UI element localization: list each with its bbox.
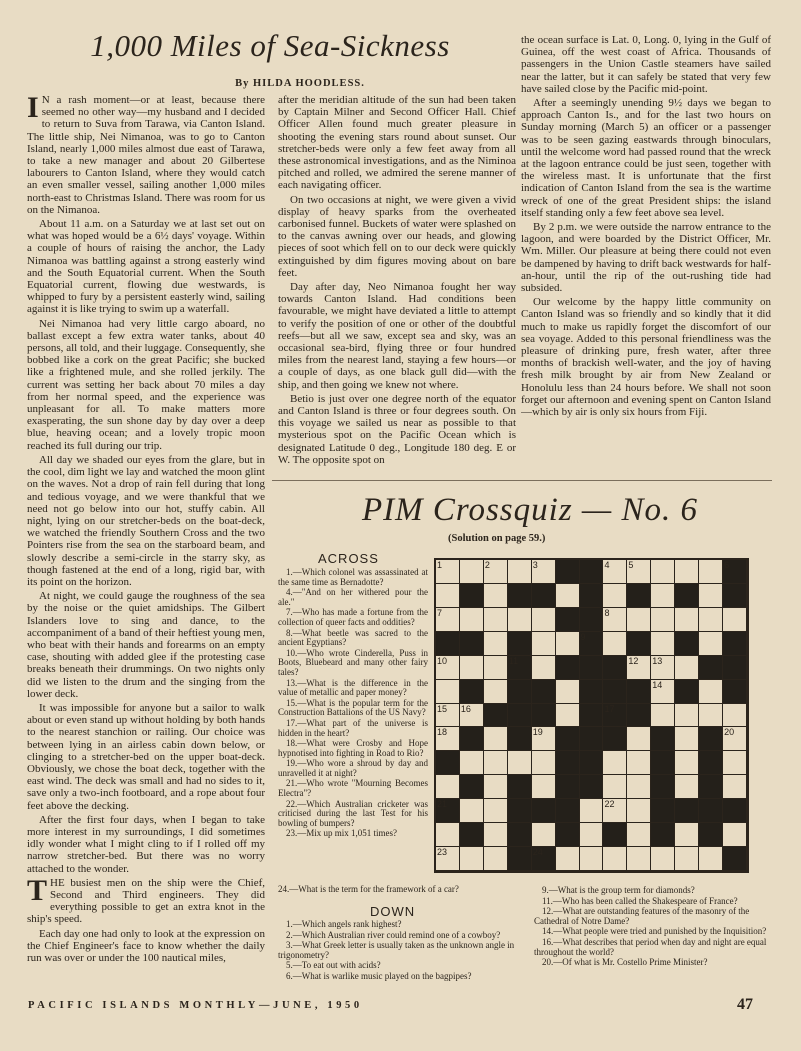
paragraph: Day after day, Neo Nimanoa fought her way towards Canton Island. Had conditions been favourable, we might have deviated a little to attempt to verify the position of one or other of the doubtful reefs—but all we saw, except sea and sky, was an occasional sea-bird, flying three or four hundred miles from the nearest land, staying a few hours—or a couple of days, as one black gull did—with the ship, and then going we knew not where. (278, 281, 516, 391)
grid-cell-black (699, 799, 723, 823)
grid-cell-black (699, 727, 723, 751)
grid-cell-black (556, 823, 580, 847)
grid-cell-black (580, 680, 604, 704)
grid-cell-black (580, 727, 604, 751)
grid-cell (627, 727, 651, 751)
grid-cell (675, 847, 699, 871)
cell-number: 16 (460, 703, 471, 714)
grid-cell-black (651, 751, 675, 775)
grid-cell (675, 608, 699, 632)
grid-cell-black (508, 799, 532, 823)
grid-cell (484, 680, 508, 704)
grid-cell (627, 847, 651, 871)
grid-cell (436, 823, 460, 847)
grid-cell (532, 608, 556, 632)
clue: 21.—Who wrote "Mourning Becomes Electra"? (278, 778, 428, 799)
grid-cell (651, 847, 675, 871)
grid-cell (532, 727, 556, 751)
grid-cell (651, 632, 675, 656)
grid-cell (436, 584, 460, 608)
clue: 18.—What were Crosby and Hope hypnotised into fighting in Road to Rio? (278, 738, 428, 758)
cell-number: 12 (628, 655, 639, 666)
grid-cell (651, 656, 675, 680)
grid-cell-black (627, 584, 651, 608)
grid-cell-black (580, 560, 604, 584)
grid-cell-black (675, 632, 699, 656)
grid-cell (460, 751, 484, 775)
grid-cell (436, 656, 460, 680)
grid-cell-black (675, 584, 699, 608)
grid-cell-black (532, 847, 556, 871)
grid-cell-black (699, 656, 723, 680)
grid-cell (460, 847, 484, 871)
cell-number: 24 (532, 847, 543, 858)
grid-cell (460, 560, 484, 584)
grid-cell (484, 823, 508, 847)
grid-cell-black (723, 680, 747, 704)
grid-cell (627, 823, 651, 847)
grid-cell (651, 560, 675, 584)
grid-cell-black (580, 584, 604, 608)
grid-cell-black (460, 584, 484, 608)
grid-cell-black (699, 775, 723, 799)
grid-cell-black (556, 751, 580, 775)
grid-cell (699, 632, 723, 656)
grid-cell (460, 608, 484, 632)
grid-cell (580, 799, 604, 823)
grid-cell-black (603, 680, 627, 704)
cell-number: 20 (724, 727, 735, 738)
cell-number: 22 (604, 799, 615, 810)
article-title: 1,000 Miles of Sea-Sickness (90, 28, 450, 63)
grid-cell (436, 775, 460, 799)
grid-cell (532, 656, 556, 680)
grid-cell (627, 775, 651, 799)
grid-cell (627, 656, 651, 680)
grid-cell (723, 775, 747, 799)
grid-cell (603, 847, 627, 871)
clue: 20.—Of what is Mr. Costello Prime Minister? (542, 957, 708, 968)
grid-cell (675, 656, 699, 680)
grid-cell-black (580, 704, 604, 728)
grid-cell (484, 560, 508, 584)
grid-cell (508, 608, 532, 632)
down-heading: DOWN (370, 904, 416, 919)
clue: 3.—What Greek letter is usually taken as the unknown angle in trigonometry? (278, 940, 515, 960)
paragraph: After the first four days, when I began to take more interest in my surroundings, I did sometimes idly wonder what I might cling to if I rolled off my narrow stretcher-bed. But there was no worry attached to the wonder. (27, 813, 265, 875)
grid-cell (532, 751, 556, 775)
paragraph: By 2 p.m. we were outside the narrow entrance to the lagoon, and were boarded by the District Officer, Mr. Wm. Miller. Our pleasure at being there could not even be dampened by having to drift back westwards for half-an-hour, until the rip of the out-rushing tide had subsided. (521, 221, 771, 295)
clue: 14.—What people were tried and punished by the Inquisition? (542, 926, 767, 937)
grid-cell-black (627, 680, 651, 704)
grid-cell (627, 608, 651, 632)
across-clues (278, 568, 428, 893)
grid-cell (556, 704, 580, 728)
paragraph: Each day one had only to look at the expression on the Chief Engineer's face to know whether the daily run was over or under the 100 nautical miles, (27, 927, 265, 965)
grid-cell-black (556, 799, 580, 823)
grid-cell-black (699, 823, 723, 847)
grid-cell (675, 727, 699, 751)
clue: 4.—"And on her withered pour the ale." (278, 587, 428, 607)
paragraph: Our welcome by the happy little community on Canton Island was so friendly and so kindly that it did much to make us rapidly forget the discomfort of our sea voyage. Added to this personal friendliness was the pleasure of drinking pure, fresh water, after three months of brackish well-water, and the joy of having fresh milk brought by air from New Zealand or Honolulu less than 24 hours before. We shall not soon forget our afternoon and evening spent on Canton Island—which by air is only six hours from Fiji. (521, 296, 771, 419)
grid-cell (484, 584, 508, 608)
grid-cell-black (723, 656, 747, 680)
grid-cell (436, 727, 460, 751)
grid-cell (532, 560, 556, 584)
grid-cell (484, 656, 508, 680)
grid-cell-black (508, 632, 532, 656)
paragraph: after the meridian altitude of the sun had been taken by Captain Milner and Second Officer Hall. Chief Officer Allen found much greater pleasure in shooting the evening stars round about sunset. Our stretcher-beds were only a few feet away from all these astronomical investigations, and as the Niminoa pitched and rolled, we admired the serene manner of each navigating officer. (278, 94, 516, 192)
clue: 1.—Which angels rank highest? (286, 920, 402, 929)
grid-cell (675, 704, 699, 728)
grid-cell (556, 847, 580, 871)
cell-number: 3 (532, 560, 538, 570)
article-column-3 (521, 34, 771, 472)
quiz-subtitle: (Solution on page 59.) (448, 533, 546, 544)
grid-cell-black (699, 751, 723, 775)
cell-number: 1 (437, 560, 443, 570)
grid-cell (603, 632, 627, 656)
grid-cell (699, 584, 723, 608)
grid-cell (651, 584, 675, 608)
grid-cell-black (651, 775, 675, 799)
clue: 9.—What is the group term for diamonds? (542, 886, 695, 895)
grid-cell-black (436, 751, 460, 775)
grid-cell (436, 847, 460, 871)
across-heading: ACROSS (318, 551, 379, 566)
grid-cell-black (508, 727, 532, 751)
grid-cell (603, 608, 627, 632)
clue: 11.—Who has been called the Shakespeare of France? (542, 895, 738, 906)
grid-cell (651, 680, 675, 704)
grid-cell-black (508, 823, 532, 847)
grid-cell-black (723, 847, 747, 871)
grid-cell-black (675, 680, 699, 704)
grid-cell-black (603, 823, 627, 847)
grid-cell (723, 751, 747, 775)
grid-cell (508, 560, 532, 584)
grid-cell-black (460, 632, 484, 656)
grid-cell-black (436, 632, 460, 656)
grid-cell-black (436, 799, 460, 823)
grid-cell (627, 560, 651, 584)
quiz-title: PIM Crossquiz — No. 6 (361, 492, 699, 528)
grid-cell-black (556, 775, 580, 799)
grid-cell (627, 751, 651, 775)
grid-cell (580, 823, 604, 847)
grid-cell-black (532, 799, 556, 823)
grid-cell-black (651, 799, 675, 823)
cell-number: 14 (652, 679, 663, 690)
grid-cell (675, 560, 699, 584)
grid-cell (532, 632, 556, 656)
clue: 24.—What is the term for the framework of a car? (278, 884, 459, 894)
grid-cell (699, 560, 723, 584)
article-column-2 (278, 94, 516, 472)
paragraph: THE busiest men on the ship were the Chief, Second and Third engineers. They did everything possible to get an extra knot in the ship's speed. (27, 873, 265, 926)
clue: 23.—Mix up mix 1,051 times? (286, 828, 397, 839)
grid-cell-black (651, 727, 675, 751)
cell-number: 9 (580, 631, 586, 642)
grid-cell-black (508, 847, 532, 871)
page-number: 47 (737, 996, 753, 1013)
crossword-grid (434, 558, 749, 873)
grid-cell-black (627, 632, 651, 656)
clue: 7.—Who has made a fortune from the collection of queer facts and oddities? (278, 607, 428, 627)
grid-cell (699, 847, 723, 871)
grid-cell-black (723, 584, 747, 608)
grid-cell (556, 680, 580, 704)
grid-cell-black (580, 751, 604, 775)
grid-cell-black (460, 823, 484, 847)
grid-cell-black (460, 775, 484, 799)
clue: 17.—What part of the universe is hidden in the heart? (278, 717, 428, 738)
clue: 16.—What describes that period when day and night are equal throughout the world? (534, 936, 767, 957)
cell-number: 7 (437, 607, 443, 618)
cell-number: 23 (437, 847, 448, 858)
grid-cell (484, 727, 508, 751)
grid-cell (675, 751, 699, 775)
grid-cell (603, 751, 627, 775)
grid-cell (460, 704, 484, 728)
grid-cell (436, 560, 460, 584)
byline: By HILDA HOODLESS. (235, 78, 365, 89)
grid-cell (603, 560, 627, 584)
grid-cell-black (580, 632, 604, 656)
grid-cell (603, 799, 627, 823)
grid-cell (603, 775, 627, 799)
drop-cap: I (27, 94, 39, 124)
clue: 13.—What is the difference in the value of metallic and paper money? (278, 677, 428, 698)
grid-cell-black (580, 608, 604, 632)
grid-cell (484, 847, 508, 871)
drop-cap: T (27, 873, 48, 907)
grid-cell-black (508, 775, 532, 799)
grid-cell (532, 823, 556, 847)
paragraph: I N a rash moment—or at least, because there seemed no other way—my husband and I decided to return to Suva from Tarawa, via Canton Island. The little ship, Nei Nimanoa, was to go to Canton Island, nearly 1,000 miles almost due east of Tarawa, to take a new manager and about 20 Gilbertese labourers to Canton Island, where they would catch an even smaller vessel, sailing another 1,000 miles north-east to Christmas Island. There was room for us on the Nimanoa. (27, 94, 265, 216)
grid-cell-black (460, 727, 484, 751)
article-column-1 (27, 94, 265, 986)
paragraph: On two occasions at night, we were given a vivid display of heavy sparks from the overheated carbonised funnel. Buckets of water were splashed on to the canvas awning over our heads, and glowing pieces of soot which fell on to our deck were quickly extinguished by dim figures moving about on bare feet. (278, 193, 516, 279)
grid-cell (675, 823, 699, 847)
cell-number: 10 (437, 655, 448, 666)
paragraph: Betio is just over one degree north of the equator and Canton Island is three or four degrees south. On this voyage we sailed us near as possible to that mysterious spot on the Pacific Ocean which is designated Latitude 0 deg., Longitude 180 deg. E or W. The opposite spot on (278, 392, 516, 466)
cell-number: 18 (437, 727, 448, 738)
grid-cell-black (603, 727, 627, 751)
paragraph: the ocean surface is Lat. 0, Long. 0, lying in the Gulf of Guinea, off the west coast of Africa. Thousands of passengers in the Union Castle steamers have sailed near the latter, but it can safely be stated that very few have sailed close by the Pacific mid-point. (521, 34, 771, 95)
paragraph: About 11 a.m. on a Saturday we at last set out on what was hoped would be a 6½ days' voyage. Within a couple of hours of raising the anchor, the Lady Nimanoa was battling against a strong easterly wind and the South Equatorial current. When the South Equatorial current, flowing due westwards, is whipped to fury by a persistent easterly wind, sailing against it is like trying to swim up a waterfall. (27, 218, 265, 316)
grid-cell-black (723, 560, 747, 584)
cell-number: 19 (532, 727, 543, 738)
grid-cell (699, 608, 723, 632)
paragraph: Nei Nimanoa had very little cargo aboard, no ballast except a few extra water tanks, about 40 persons, all told, and their luggage. Consequently, she bobbed like a cork on the great Pacific; she bucked like a frightened mule, and she rolled jerkily. The current was setting her back about 70 miles a day from her normal speed, and the experience was unpleasant for all. To make matters more exasperating, the sun shone day by day over a deep blue, heaving ocean; and a lovely tropic moon reached its full during our trip. (27, 317, 265, 452)
grid-cell (556, 632, 580, 656)
clue: 12.—What are outstanding features of the masonry of the Cathedral of Notre Dame? (534, 906, 750, 926)
grid-cell-black (675, 799, 699, 823)
grid-cell (699, 704, 723, 728)
grid-cell-black (532, 584, 556, 608)
cell-number: 6 (724, 560, 730, 570)
clue: 5.—To eat out with acids? (286, 960, 381, 971)
grid-cell-black (580, 775, 604, 799)
grid-cell (675, 775, 699, 799)
grid-cell-black (627, 704, 651, 728)
grid-cell-black (460, 680, 484, 704)
grid-cell (627, 799, 651, 823)
cell-number: 8 (604, 607, 610, 618)
clue: 1.—Which colonel was assassinated at the same time as Bernadotte? (278, 568, 428, 587)
grid-cell-black (508, 704, 532, 728)
grid-cell-black (556, 560, 580, 584)
down-clues-continued (534, 886, 774, 992)
cell-number: 11 (508, 655, 519, 666)
cell-number: 2 (484, 560, 490, 570)
clue: 10.—Who wrote Cinderella, Puss in Boots, Bluebeard and many other fairy tales? (278, 647, 428, 677)
paragraph: After a seemingly unending 9½ days we began to approach Canton Is., and for the last two hours on Sunday morning (March 5) an officer or a passenger was to be seen gazing eastwards through binoculars, until the welcome word had passed round that the wreck at the lagoon entrance could be just seen, together with the wireless mast. It is unfortunate that the first indication of Canton Island from the sea is the wartime wreck of one of the great President ships: the island itself standing only a few feet above sea level. (521, 97, 771, 219)
grid-cell (651, 608, 675, 632)
grid-cell-black (484, 704, 508, 728)
grid-cell (484, 632, 508, 656)
grid-cell-black (723, 632, 747, 656)
paragraph: It was impossible for anyone but a sailor to walk about or even stand up without holding by both hands to the nearest stanchion or railing. Our choice was between lying in an airless cabin down below, or clinging to a stretcher-bed on the upper boat-deck. Obviously, we chose the boat deck, together with the east wind. The deck was small and had no sides to it, save only a two-inch footboard, and a rope about four feet above the decking. (27, 701, 265, 812)
grid-cell (484, 751, 508, 775)
grid-cell (436, 704, 460, 728)
cell-number: 13 (652, 655, 663, 666)
down-clues (278, 920, 528, 992)
grid-cell (484, 799, 508, 823)
clue: 19.—Who wore a shroud by day and unravelled it at night? (278, 758, 428, 778)
grid-cell-black (508, 584, 532, 608)
paragraph: At night, we could gauge the roughness of the sea by the noise or the quiet amidships. The Gilbert Islanders love to sing and dance, to the accompaniment of a band of their heftiest young men, who beat with their hands and forearms on an empty case, shouting with added glee if the protesting case breaks beneath their drummings. On two nights only did we listen to the drum and the singing from the lower deck. (27, 590, 265, 700)
grid-cell (436, 680, 460, 704)
footer-magazine: PACIFIC ISLANDS MONTHLY—JUNE, 1950 (28, 1000, 363, 1011)
clue: 22.—Which Australian cricketer was criticised during the last Test for his bowling of bumpers? (278, 798, 428, 828)
grid-cell (603, 584, 627, 608)
grid-cell (556, 584, 580, 608)
grid-cell (723, 727, 747, 751)
cell-number: 5 (628, 560, 634, 570)
grid-cell-black (603, 656, 627, 680)
grid-cell-black (556, 608, 580, 632)
grid-cell-black (723, 799, 747, 823)
grid-cell-black (532, 704, 556, 728)
grid-cell-black (508, 680, 532, 704)
grid-cell (651, 704, 675, 728)
clue: 15.—What is the popular term for the Construction Battalions of the US Navy? (278, 697, 428, 718)
grid-cell (484, 608, 508, 632)
cell-number: 4 (604, 560, 610, 570)
grid-cell (580, 847, 604, 871)
clue: 6.—What is warlike music played on the bagpipes? (286, 970, 472, 981)
grid-cell (460, 656, 484, 680)
grid-cell-black (556, 656, 580, 680)
grid-cell-black (580, 656, 604, 680)
clue: 2.—Which Australian river could remind one of a cowboy? (286, 929, 501, 940)
grid-cell (699, 680, 723, 704)
paragraph: All day we shaded our eyes from the glare, but in the cool, dim light we lay and watched the moon glint on the waves. Not a drop of rain fell during that long and tedious voyage, and we were thankful that we need not go below into our hot, stuffy cabin. All night, lying on our stretcher-beds on the boat-deck, we watched the friendly Southern Cross and the two Pointers rise from the sea on the starboard beam, and slowly describe a semi-circle in the starry sky, as though fastened at the end of a long, rigid bar, with its point on the horizon. (27, 453, 265, 588)
grid-cell (508, 751, 532, 775)
grid-cell (532, 775, 556, 799)
section-divider (272, 480, 772, 481)
grid-cell (484, 775, 508, 799)
grid-cell (723, 608, 747, 632)
cell-number: 21 (437, 799, 448, 810)
grid-cell-black (556, 727, 580, 751)
clue: 8.—What beetle was sacred to the ancient Egyptians? (278, 627, 428, 648)
cell-number: 17 (604, 703, 615, 714)
grid-cell (460, 799, 484, 823)
grid-cell (723, 823, 747, 847)
grid-cell-black (651, 823, 675, 847)
cell-number: 15 (437, 703, 448, 714)
grid-cell-black (532, 680, 556, 704)
grid-cell-black (508, 656, 532, 680)
grid-cell-black (603, 704, 627, 728)
grid-cell (723, 704, 747, 728)
grid-cell (436, 608, 460, 632)
